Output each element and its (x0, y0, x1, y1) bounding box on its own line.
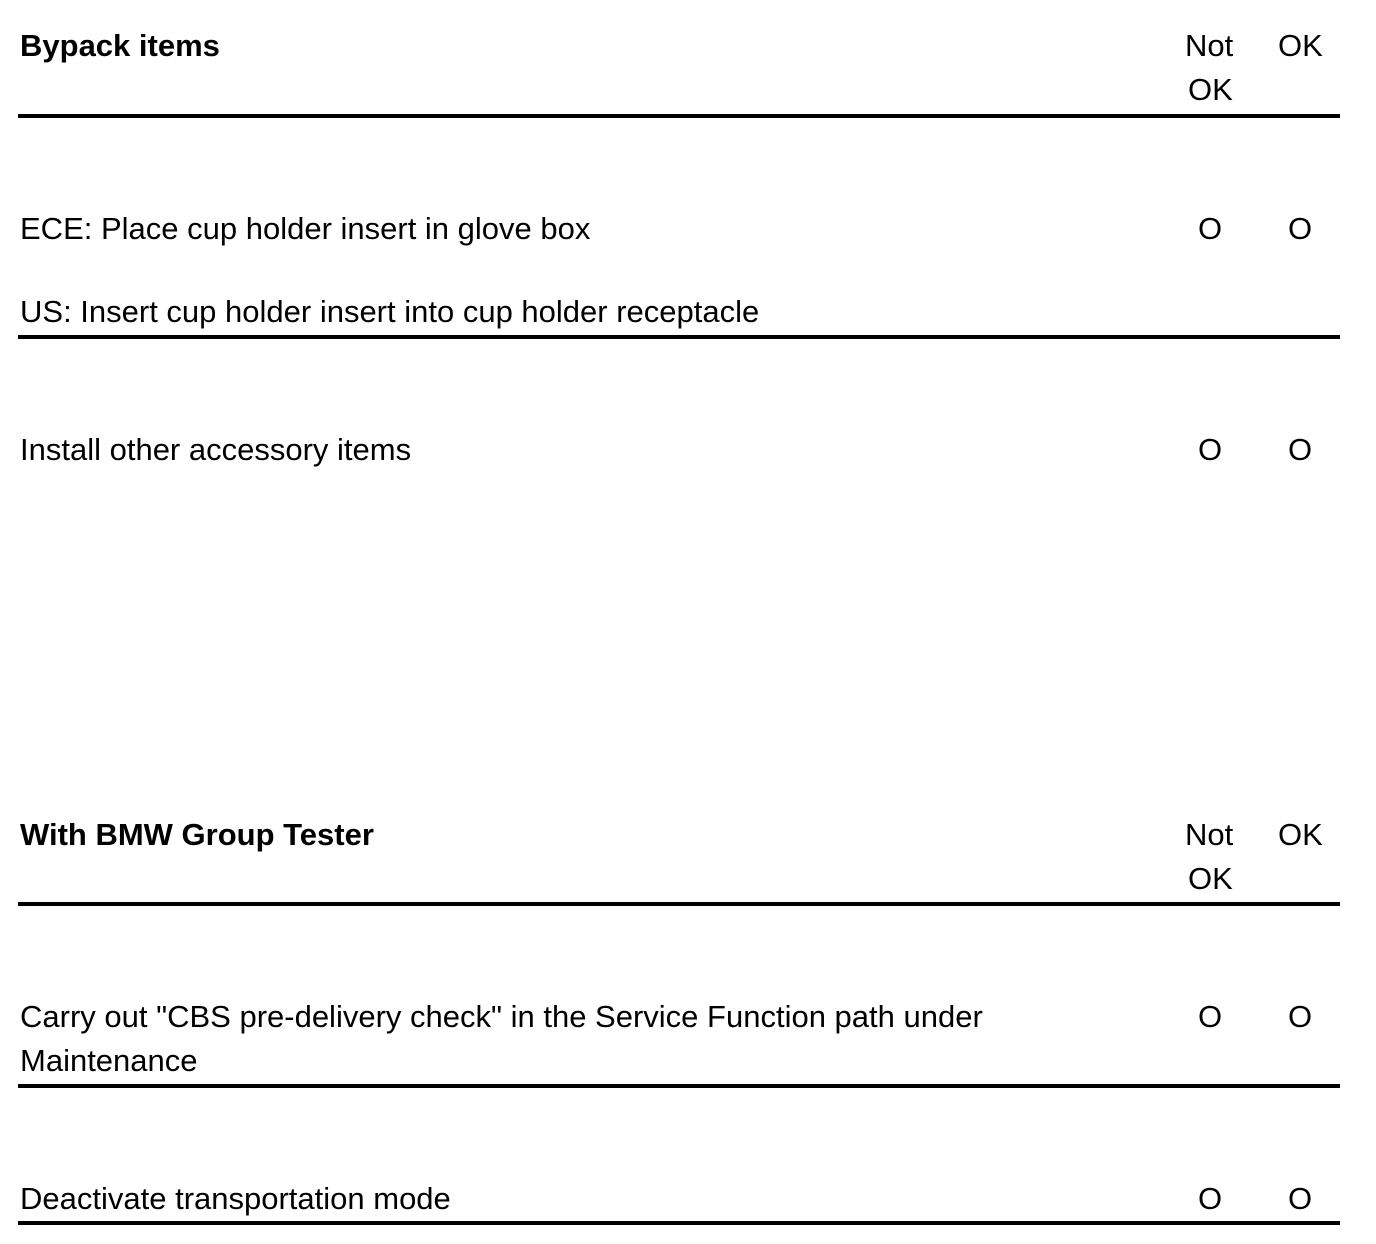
column-header-not-ok: Not (1185, 817, 1234, 852)
header-divider (18, 902, 1340, 906)
column-header-ok: OK (1278, 817, 1323, 852)
column-header-not-ok-line2: OK (1188, 72, 1233, 107)
not-ok-checkbox[interactable]: O (1198, 432, 1223, 467)
header-divider (18, 114, 1340, 118)
ok-checkbox[interactable]: O (1288, 999, 1313, 1034)
section-heading: Bypack items (20, 28, 220, 63)
not-ok-checkbox[interactable]: O (1198, 999, 1223, 1034)
row-divider (18, 1221, 1340, 1225)
ok-checkbox[interactable]: O (1288, 211, 1313, 246)
checklist-item-note: US: Insert cup holder insert into cup holder receptacle (20, 294, 760, 329)
ok-checkbox[interactable]: O (1288, 1181, 1313, 1216)
column-header-ok: OK (1278, 28, 1323, 63)
checklist-item-text-line2: Maintenance (20, 1043, 198, 1078)
not-ok-checkbox[interactable]: O (1198, 1181, 1223, 1216)
checklist-item-text: ECE: Place cup holder insert in glove box (20, 211, 591, 246)
section-heading: With BMW Group Tester (20, 817, 374, 852)
checklist-item-text: Deactivate transportation mode (20, 1181, 451, 1216)
checklist-item-text: Carry out "CBS pre-delivery check" in the Service Function path under (20, 999, 983, 1034)
checklist-item-text: Install other accessory items (20, 432, 412, 467)
column-header-not-ok: Not (1185, 28, 1234, 63)
ok-checkbox[interactable]: O (1288, 432, 1313, 467)
column-header-not-ok-line2: OK (1188, 861, 1233, 896)
row-divider (18, 1084, 1340, 1088)
row-divider (18, 335, 1340, 339)
not-ok-checkbox[interactable]: O (1198, 211, 1223, 246)
